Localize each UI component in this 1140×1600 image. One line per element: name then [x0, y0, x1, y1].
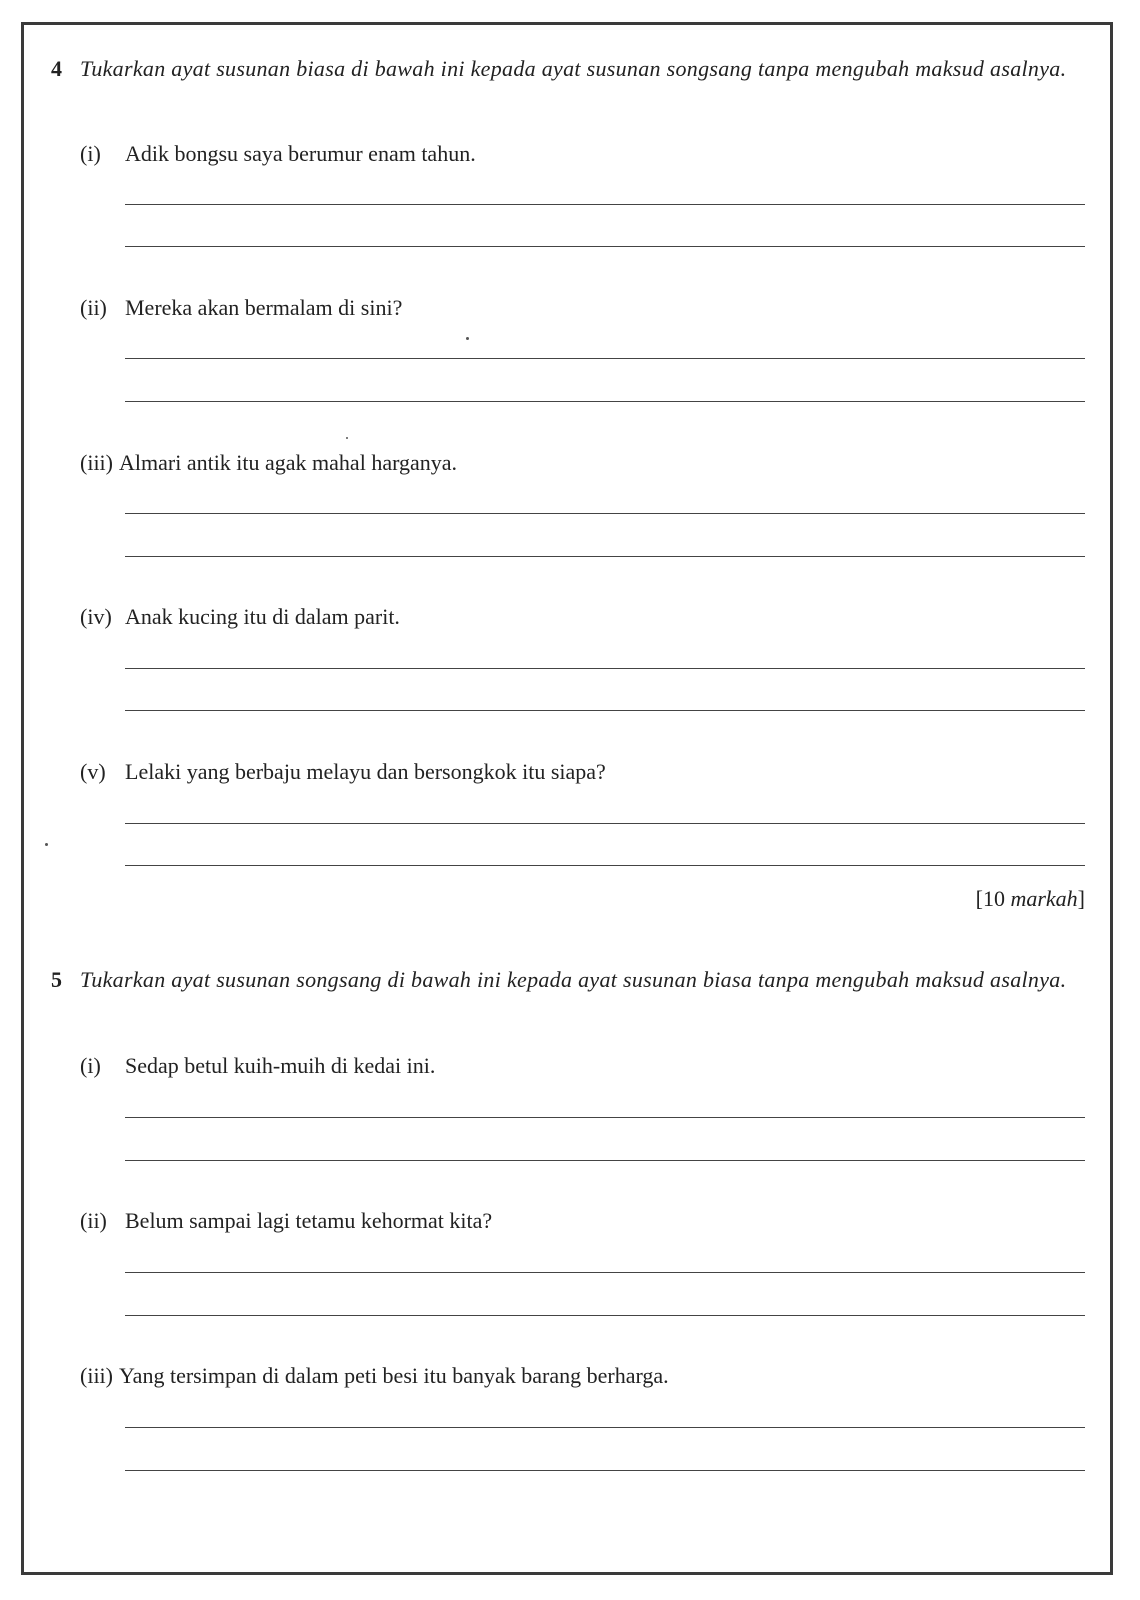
q5-item-i-text: Sedap betul kuih-muih di kedai ini.	[125, 1053, 436, 1078]
q4-item-i-label: (i)	[80, 141, 101, 166]
q5-item-iii	[80, 1361, 669, 1391]
q5-item-ii-text: Belum sampai lagi tetamu kehormat kita?	[125, 1208, 493, 1233]
q4-item-v-text: Lelaki yang berbaju melayu dan bersongkok itu siapa?	[125, 759, 606, 784]
answer-line[interactable]	[125, 710, 1085, 711]
answer-line[interactable]	[125, 1272, 1085, 1273]
q4-item-v	[80, 757, 606, 787]
q4-item-iii-label: (iii)	[80, 450, 113, 475]
answer-line[interactable]	[125, 1470, 1085, 1471]
answer-line[interactable]	[125, 204, 1085, 205]
answer-line[interactable]	[125, 401, 1085, 402]
question-4-instruction: Tukarkan ayat susunan biasa di bawah ini kepada ayat susunan songsang tanpa mengubah maksud asalnya.	[80, 56, 1067, 81]
q4-item-iii	[80, 448, 457, 478]
q4-item-ii-label: (ii)	[80, 295, 107, 320]
q4-item-iv-label: (iv)	[80, 604, 112, 629]
answer-line[interactable]	[125, 823, 1085, 824]
answer-line[interactable]	[125, 1160, 1085, 1161]
answer-line[interactable]	[125, 668, 1085, 669]
answer-line[interactable]	[125, 865, 1085, 866]
answer-line[interactable]	[125, 1315, 1085, 1316]
q4-marks-number: 10	[982, 886, 1005, 911]
q4-item-iii-text: Almari antik itu agak mahal harganya.	[119, 450, 458, 475]
answer-line[interactable]	[125, 1427, 1085, 1428]
q5-item-i	[80, 1051, 435, 1081]
q5-item-iii-label: (iii)	[80, 1363, 113, 1388]
q4-item-i-text: Adik bongsu saya berumur enam tahun.	[125, 141, 476, 166]
question-5-instruction: Tukarkan ayat susunan songsang di bawah ini kepada ayat susunan biasa tanpa mengubah maksud asalnya.	[80, 967, 1067, 992]
question-5-number: 5	[51, 967, 62, 992]
scan-speck	[45, 843, 48, 846]
scan-speck	[346, 437, 348, 439]
page-border	[21, 22, 1113, 1575]
q4-item-v-label: (v)	[80, 759, 106, 784]
q4-item-iv	[80, 602, 400, 632]
answer-line[interactable]	[125, 556, 1085, 557]
q5-item-i-label: (i)	[80, 1053, 101, 1078]
q4-item-iv-text: Anak kucing itu di dalam parit.	[125, 604, 400, 629]
q5-item-ii-label: (ii)	[80, 1208, 107, 1233]
answer-line[interactable]	[125, 1117, 1085, 1118]
q4-item-i	[80, 139, 476, 169]
q5-item-iii-text: Yang tersimpan di dalam peti besi itu banyak barang berharga.	[119, 1363, 669, 1388]
q4-marks: [10 markah]	[975, 886, 1085, 911]
scan-speck	[466, 337, 469, 340]
q4-item-ii-text: Mereka akan bermalam di sini?	[125, 295, 403, 320]
answer-line[interactable]	[125, 358, 1085, 359]
q5-item-ii	[80, 1206, 492, 1236]
q4-marks-word: markah	[1010, 886, 1078, 911]
answer-line[interactable]	[125, 246, 1085, 247]
answer-line[interactable]	[125, 513, 1085, 514]
question-4-number: 4	[51, 56, 62, 81]
q4-item-ii	[80, 293, 402, 323]
